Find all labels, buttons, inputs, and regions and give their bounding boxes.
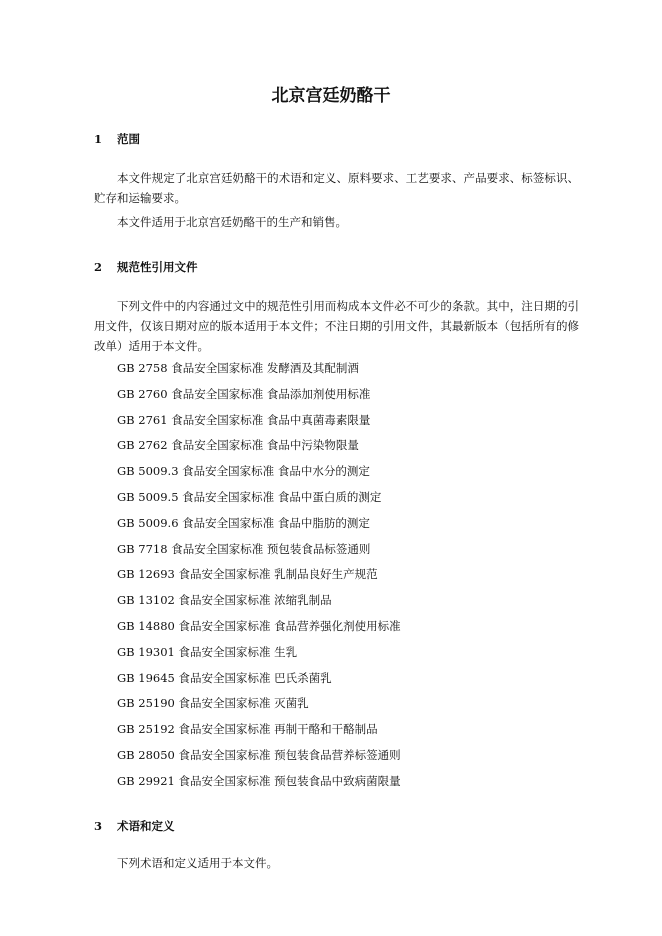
list-item: GB 7718 食品安全国家标准 预包装食品标签通则 xyxy=(117,541,371,556)
section-heading-terms-definitions xyxy=(94,818,175,834)
reference-list xyxy=(117,358,587,797)
list-item: GB 5009.3 食品安全国家标准 食品中水分的测定 xyxy=(117,464,370,479)
section-number: 3 xyxy=(94,819,103,833)
list-item: GB 25190 食品安全国家标准 灭菌乳 xyxy=(117,696,309,711)
list-item: GB 12693 食品安全国家标准 乳制品良好生产规范 xyxy=(117,567,378,582)
list-item: GB 2762 食品安全国家标准 食品中污染物限量 xyxy=(117,438,359,453)
list-item: GB 19301 食品安全国家标准 生乳 xyxy=(117,644,298,659)
list-item: GB 13102 食品安全国家标准 浓缩乳制品 xyxy=(117,593,332,608)
list-item: GB 25192 食品安全国家标准 再制干酪和干酪制品 xyxy=(117,722,378,737)
list-item: GB 28050 食品安全国家标准 预包装食品营养标签通则 xyxy=(117,747,401,762)
section-title: 规范性引用文件 xyxy=(117,260,198,274)
paragraph: 下列文件中的内容通过文中的规范性引用而构成本文件必不可少的条款。其中，注日期的引用文件，仅该日期对应的版本适用于本文件；不注日期的引用文件，其最新版本（包括所有的修改单）适用于本文件。 xyxy=(94,299,579,353)
list-item: GB 2758 食品安全国家标准 发酵酒及其配制酒 xyxy=(117,361,359,375)
list-item: GB 5009.5 食品安全国家标准 食品中蛋白质的测定 xyxy=(117,489,382,504)
list-item: GB 19645 食品安全国家标准 巴氏杀菌乳 xyxy=(117,670,332,685)
list-item: GB 2761 食品安全国家标准 食品中真菌毒素限量 xyxy=(117,412,371,427)
list-item: GB 14880 食品安全国家标准 食品营养强化剂使用标准 xyxy=(117,618,401,633)
section-number: 2 xyxy=(94,260,103,274)
list-item: GB 29921 食品安全国家标准 预包装食品中致病菌限量 xyxy=(117,773,401,788)
section-heading-scope xyxy=(94,131,140,147)
section-heading-normative-references xyxy=(94,259,198,275)
section-number: 1 xyxy=(94,132,103,146)
section-title: 范围 xyxy=(117,132,140,146)
list-item: GB 2760 食品安全国家标准 食品添加剂使用标准 xyxy=(117,386,371,401)
list-item: GB 5009.6 食品安全国家标准 食品中脂肪的测定 xyxy=(117,515,370,530)
paragraph: 下列术语和定义适用于本文件。 xyxy=(117,856,278,870)
document-title: 北京宫廷奶酪干 xyxy=(271,86,391,106)
paragraph: 本文件规定了北京宫廷奶酪干的术语和定义、原料要求、工艺要求、产品要求、标签标识、贮存和运输要求。 xyxy=(94,171,579,205)
paragraph: 本文件适用于北京宫廷奶酪干的生产和销售。 xyxy=(117,215,347,229)
section-title: 术语和定义 xyxy=(117,819,175,833)
